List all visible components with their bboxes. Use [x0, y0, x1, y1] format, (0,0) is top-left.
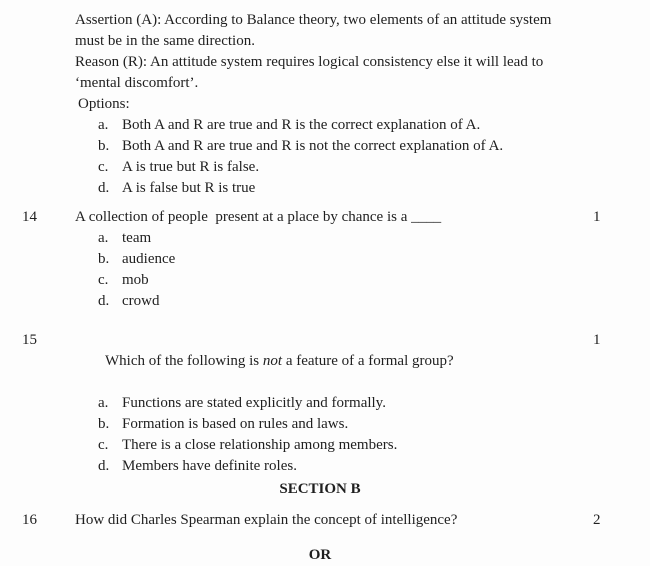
options-label: Options: [78, 96, 130, 112]
option-text: team [122, 230, 152, 246]
option-letter: c. [98, 437, 109, 453]
assertion-option-c [98, 157, 593, 178]
option-text: mob [122, 272, 149, 288]
option-letter: a. [98, 117, 109, 133]
section-b-heading: SECTION B [279, 481, 361, 497]
question-15 [0, 330, 650, 477]
question-14-option-c [98, 270, 593, 291]
option-letter: b. [98, 251, 110, 267]
assertion-text-line-1: Assertion (A): According to Balance theory, two elements of an attitude system [75, 12, 552, 28]
question-15-option-a [98, 393, 593, 414]
question-15-option-d [98, 456, 593, 477]
question-14-option-a [98, 228, 593, 249]
option-text: Members have definite roles. [122, 458, 297, 474]
option-text: Formation is based on rules and laws. [122, 416, 349, 432]
question-number-blank [0, 10, 75, 199]
option-letter: d. [98, 458, 110, 474]
assertion-option-a [98, 115, 593, 136]
reason-text-line-1: Reason (R): An attitude system requires logical consistency else it will lead to [75, 54, 544, 70]
option-text: Both A and R are true and R is not the correct explanation of A. [122, 138, 504, 154]
assertion-option-d [98, 178, 593, 199]
reason-text-line-2: ‘mental discomfort’. [75, 75, 199, 91]
question-15-option-b [98, 414, 593, 435]
question-15-text-prefix: Which of the following is [105, 353, 263, 369]
question-16-text: How did Charles Spearman explain the concept of intelligence? [75, 512, 458, 528]
marks-blank [593, 10, 650, 199]
question-14-option-b [98, 249, 593, 270]
question-15-option-c [98, 435, 593, 456]
option-text: Functions are stated explicitly and formally. [122, 395, 386, 411]
question-14-marks: 1 [593, 209, 601, 225]
option-letter: d. [98, 180, 110, 196]
assertion-text-line-2: must be in the same direction. [75, 33, 255, 49]
question-14 [0, 207, 650, 312]
assertion-reason-question [0, 10, 650, 199]
option-letter: d. [98, 293, 110, 309]
question-16 [0, 510, 650, 531]
question-16-marks: 2 [593, 512, 601, 528]
option-letter: b. [98, 138, 110, 154]
assertion-option-b [98, 136, 593, 157]
option-text: crowd [122, 293, 160, 309]
option-letter: a. [98, 230, 109, 246]
option-letter: b. [98, 416, 110, 432]
question-15-body [75, 330, 593, 477]
option-letter: c. [98, 159, 109, 175]
option-letter: a. [98, 395, 109, 411]
option-text: A is true but R is false. [122, 159, 260, 175]
question-15-text-suffix: a feature of a formal group? [282, 353, 454, 369]
or-separator: OR [308, 547, 332, 563]
question-16-number: 16 [22, 512, 37, 528]
question-15-marks: 1 [593, 332, 601, 348]
option-text: audience [122, 251, 176, 267]
question-14-option-d [98, 291, 593, 312]
question-14-text: A collection of people present at a place by chance is a ____ [75, 209, 442, 225]
question-14-number: 14 [22, 209, 37, 225]
question-15-text-italic: not [262, 353, 283, 369]
question-16-body [75, 510, 593, 531]
option-text: Both A and R are true and R is the correct explanation of A. [122, 117, 481, 133]
question-14-body [75, 207, 593, 312]
option-text: There is a close relationship among members. [122, 437, 398, 453]
option-letter: c. [98, 272, 109, 288]
assertion-reason-body [75, 10, 593, 199]
question-15-text [75, 330, 593, 393]
question-15-number: 15 [22, 332, 37, 348]
option-text: A is false but R is true [122, 180, 256, 196]
